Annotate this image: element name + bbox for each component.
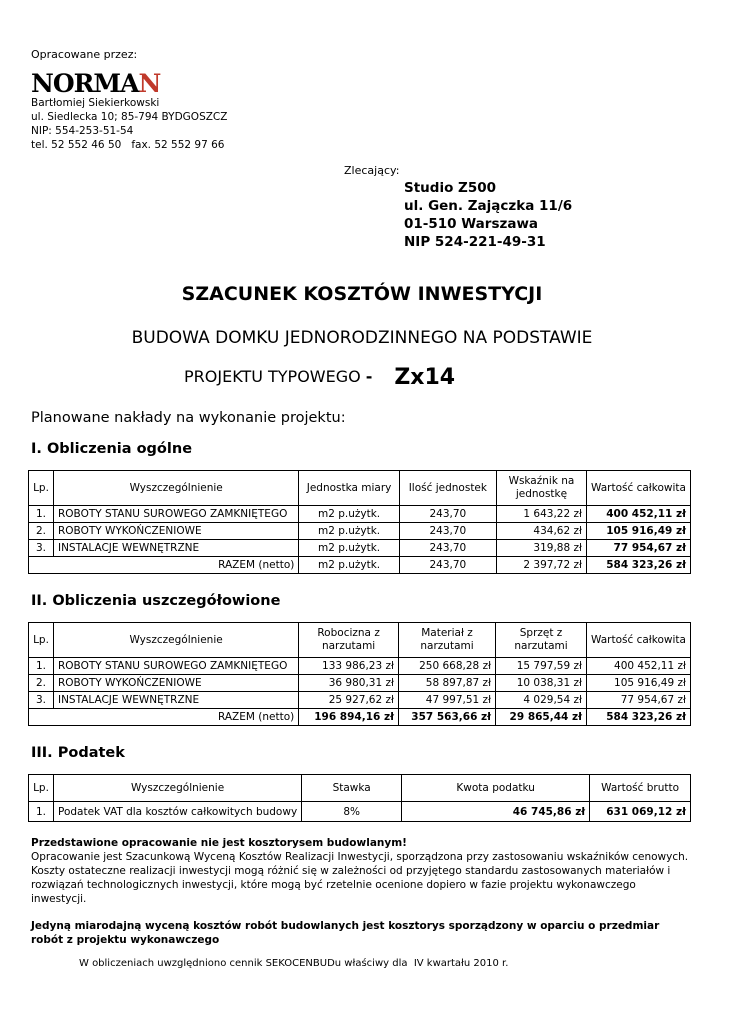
cell-lp: 2. xyxy=(29,523,54,540)
table-row xyxy=(29,540,691,557)
table-row xyxy=(29,675,691,692)
table-row xyxy=(29,692,691,709)
header-rate: Stawka xyxy=(302,775,402,802)
table-total-row xyxy=(29,557,691,574)
header-total: Wartość całkowita xyxy=(586,471,690,506)
header-description: Wyszczególnienie xyxy=(53,623,298,658)
client-name: Studio Z500 xyxy=(404,180,497,196)
document-subtitle-line2 xyxy=(184,363,455,388)
cell-total: 77 954,67 zł xyxy=(586,540,690,557)
cell-rate: 319,88 zł xyxy=(496,540,586,557)
cell-rate: 434,62 zł xyxy=(496,523,586,540)
client-city: 01-510 Warszawa xyxy=(404,216,539,232)
total-equipment: 29 865,44 zł xyxy=(496,709,587,726)
table-total-row xyxy=(29,709,691,726)
cell-lp: 1. xyxy=(29,802,54,822)
header-equipment: Sprzęt z narzutami xyxy=(496,623,587,658)
cell-rate: 8% xyxy=(302,802,402,822)
cell-description: Podatek VAT dla kosztów całkowitych budowy xyxy=(53,802,301,822)
document-title: SZACUNEK KOSZTÓW INWESTYCJI xyxy=(181,283,543,305)
total-quantity: 243,70 xyxy=(399,557,496,574)
section3-title: III. Podatek xyxy=(31,745,125,761)
company-address xyxy=(31,96,227,152)
cell-material: 47 997,51 zł xyxy=(398,692,495,709)
section2-title: II. Obliczenia uszczegółowione xyxy=(31,593,281,609)
cell-labor: 36 980,31 zł xyxy=(299,675,399,692)
total-value: 584 323,26 zł xyxy=(586,557,690,574)
header-gross-value: Wartość brutto xyxy=(590,775,691,802)
cell-total: 400 452,11 zł xyxy=(587,658,691,675)
norman-logo xyxy=(31,69,161,98)
cell-lp: 1. xyxy=(29,658,54,675)
client-label: Zlecający: xyxy=(344,164,400,177)
cell-equipment: 15 797,59 zł xyxy=(496,658,587,675)
total-value: 584 323,26 zł xyxy=(587,709,691,726)
client-block xyxy=(404,179,572,251)
header-tax-amount: Kwota podatku xyxy=(402,775,590,802)
cell-unit: m2 p.użytk. xyxy=(299,506,399,523)
header-unit: Jednostka miary xyxy=(299,471,399,506)
cell-labor: 25 927,62 zł xyxy=(299,692,399,709)
subtitle-dash: - xyxy=(365,367,373,386)
table-header-row xyxy=(29,775,691,802)
cell-lp: 1. xyxy=(29,506,54,523)
header-description: Wyszczególnienie xyxy=(53,471,298,506)
lead-text: Planowane nakłady na wykonanie projektu: xyxy=(31,410,346,426)
cell-tax-amount: 46 745,86 zł xyxy=(402,802,590,822)
total-unit: m2 p.użytk. xyxy=(299,557,399,574)
tax-table xyxy=(28,774,691,822)
cell-total: 400 452,11 zł xyxy=(586,506,690,523)
total-label: RAZEM (netto) xyxy=(29,709,299,726)
header-rate: Wskaźnik na jednostkę xyxy=(496,471,586,506)
cell-description: ROBOTY WYKOŃCZENIOWE xyxy=(53,523,298,540)
cell-description: ROBOTY WYKOŃCZENIOWE xyxy=(53,675,298,692)
header-total: Wartość całkowita xyxy=(587,623,691,658)
section1-title: I. Obliczenia ogólne xyxy=(31,441,193,457)
company-phone: tel. 52 552 46 50 fax. 52 552 97 66 xyxy=(31,139,225,151)
disclaimer-body: Opracowanie jest Szacunkową Wyceną Kosztów Realizacji Inwestycji, sporządzona przy zastosowaniu wskaźników cenowych. Koszty ostateczne realizacji inwestycji mogą różnić się w zależności od przyjętego standardu zastosowanych materiałów i rozwiązań technologicznych inwestycji, które mogą być rzetelnie ocenione dopiero w fazie projektu wykonawczego inwestycji. xyxy=(31,851,689,905)
header-labor: Robocizna z narzutami xyxy=(299,623,399,658)
header-lp: Lp. xyxy=(29,471,54,506)
table-row xyxy=(29,802,691,822)
header-material: Materiał z narzutami xyxy=(398,623,495,658)
cell-material: 250 668,28 zł xyxy=(398,658,495,675)
general-calculations-table xyxy=(28,470,691,574)
disclaimer-heading: Przedstawione opracowanie nie jest kosztorysem budowlanym! xyxy=(31,837,407,849)
cell-quantity: 243,70 xyxy=(399,506,496,523)
cell-lp: 2. xyxy=(29,675,54,692)
cell-description: INSTALACJE WEWNĘTRZNE xyxy=(53,540,298,557)
cell-description: INSTALACJE WEWNĘTRZNE xyxy=(53,692,298,709)
header-lp: Lp. xyxy=(29,623,54,658)
table-header-row xyxy=(29,623,691,658)
cell-lp: 3. xyxy=(29,692,54,709)
client-street: ul. Gen. Zajączka 11/6 xyxy=(404,198,573,214)
table-row xyxy=(29,506,691,523)
cell-description: ROBOTY STANU SUROWEGO ZAMKNIĘTEGO xyxy=(53,506,298,523)
header-quantity: Ilość jednostek xyxy=(399,471,496,506)
cell-equipment: 4 029,54 zł xyxy=(496,692,587,709)
client-nip: NIP 524-221-49-31 xyxy=(404,234,546,250)
cell-labor: 133 986,23 zł xyxy=(299,658,399,675)
svg-text:NORMAN: NORMAN xyxy=(31,69,161,98)
cell-gross-value: 631 069,12 zł xyxy=(590,802,691,822)
cell-total: 105 916,49 zł xyxy=(586,523,690,540)
cell-total: 77 954,67 zł xyxy=(587,692,691,709)
document-subtitle: BUDOWA DOMKU JEDNORODZINNEGO NA PODSTAWIE xyxy=(131,328,593,348)
cell-description: ROBOTY STANU SUROWEGO ZAMKNIĘTEGO xyxy=(53,658,298,675)
cell-total: 105 916,49 zł xyxy=(587,675,691,692)
cell-rate: 1 643,22 zł xyxy=(496,506,586,523)
table-row xyxy=(29,523,691,540)
pricing-note: W obliczeniach uwzględniono cennik SEKOCENBUDu właściwy dla IV kwartału 2010 r. xyxy=(79,958,509,969)
table-row xyxy=(29,658,691,675)
company-nip: NIP: 554-253-51-54 xyxy=(31,125,134,137)
cell-unit: m2 p.użytk. xyxy=(299,523,399,540)
cell-quantity: 243,70 xyxy=(399,523,496,540)
total-labor: 196 894,16 zł xyxy=(299,709,399,726)
subtitle-project-type: PROJEKTU TYPOWEGO xyxy=(184,367,361,386)
cell-equipment: 10 038,31 zł xyxy=(496,675,587,692)
company-street: ul. Siedlecka 10; 85-794 BYDGOSZCZ xyxy=(31,111,228,123)
company-owner: Bartłomiej Siekierkowski xyxy=(31,97,160,109)
total-rate: 2 397,72 zł xyxy=(496,557,586,574)
header-description: Wyszczególnienie xyxy=(53,775,301,802)
detailed-calculations-table xyxy=(28,622,691,726)
header-lp: Lp. xyxy=(29,775,54,802)
cell-quantity: 243,70 xyxy=(399,540,496,557)
total-material: 357 563,66 zł xyxy=(398,709,495,726)
prepared-by-label: Opracowane przez: xyxy=(31,48,138,61)
cell-lp: 3. xyxy=(29,540,54,557)
table-header-row xyxy=(29,471,691,506)
cell-material: 58 897,87 zł xyxy=(398,675,495,692)
cell-unit: m2 p.użytk. xyxy=(299,540,399,557)
project-code: Zx14 xyxy=(394,365,456,390)
disclaimer-emphasis: Jedyną miarodajną wyceną kosztów robót budowlanych jest kosztorys sporządzony w oparciu o przedmiar robót z projektu wykonawczego xyxy=(31,920,660,946)
total-label: RAZEM (netto) xyxy=(29,557,299,574)
